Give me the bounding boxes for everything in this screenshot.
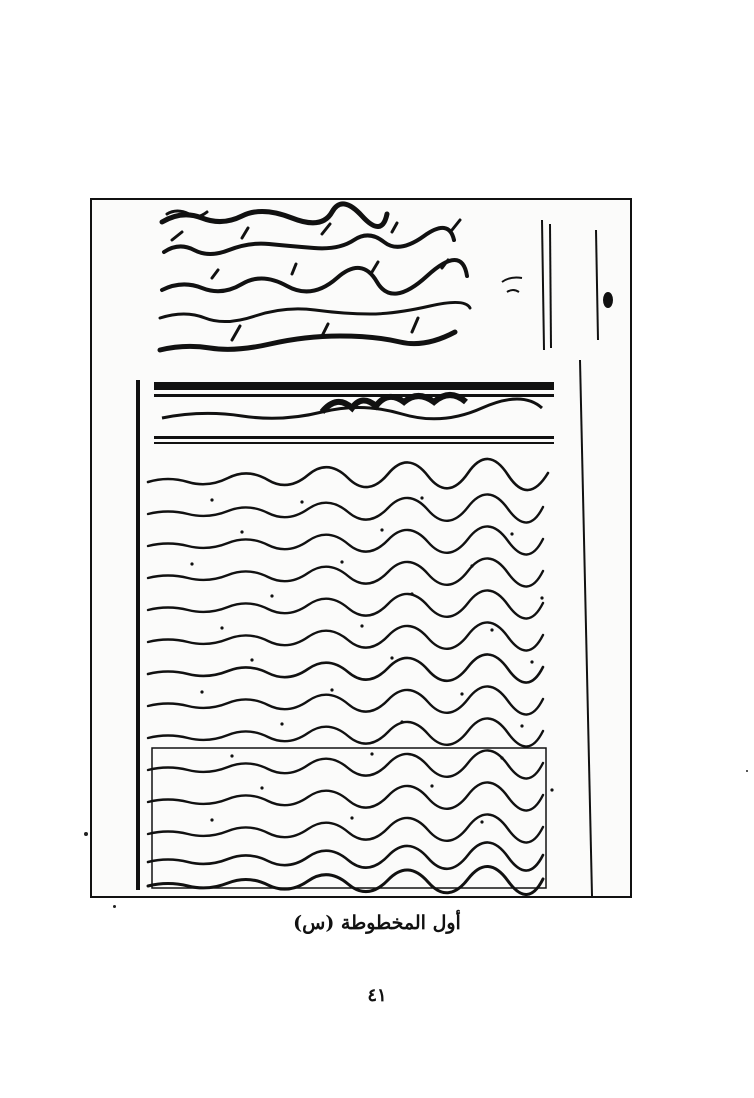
figure-caption: أول المخطوطة (س) <box>293 912 461 934</box>
manuscript-scan-drawing <box>92 200 630 896</box>
header-band <box>154 382 554 444</box>
page-edge <box>580 360 592 896</box>
manuscript-text-lines <box>148 459 548 895</box>
scan-speck <box>113 905 116 908</box>
handwritten-notes <box>160 204 470 350</box>
page-number: ٤١ <box>367 985 387 1006</box>
scan-speck <box>746 770 748 772</box>
left-border <box>136 380 140 890</box>
scan-speck <box>84 832 88 836</box>
manuscript-image <box>90 198 632 898</box>
margin-marks <box>502 220 612 350</box>
